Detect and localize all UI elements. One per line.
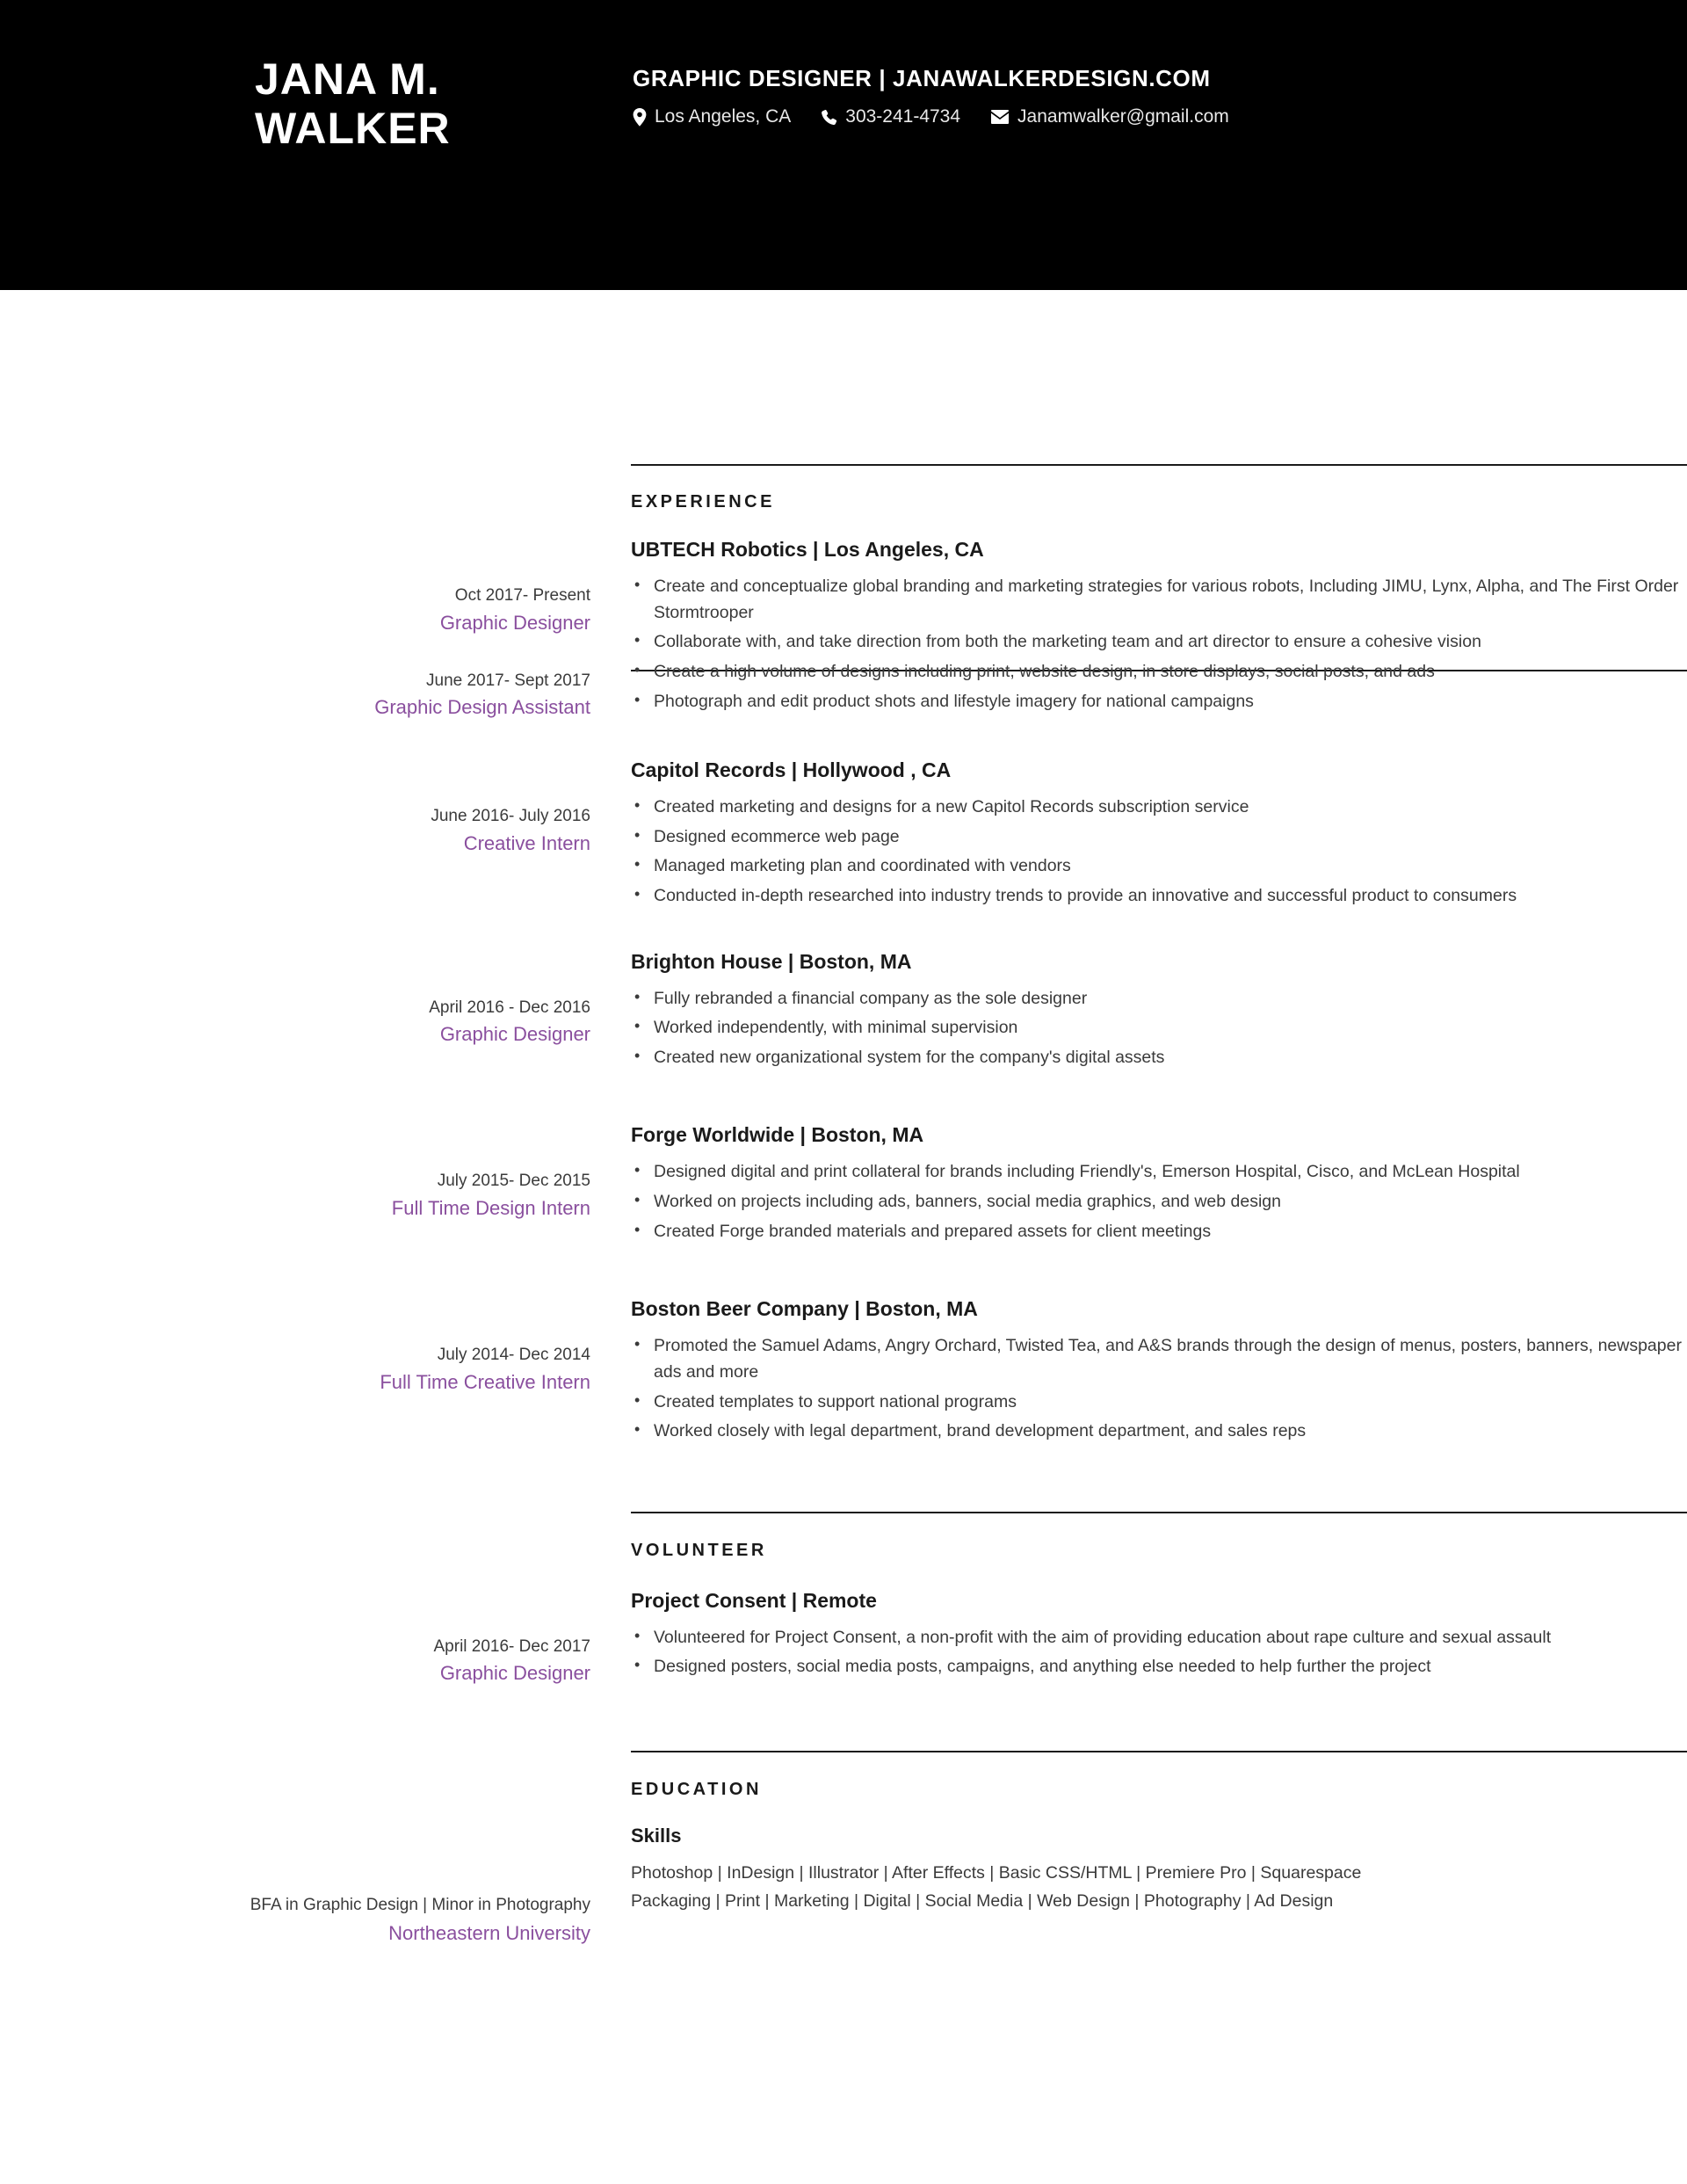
section-experience: [0, 353, 1687, 406]
bullet-item: • Create and conceptualize global branding and marketing strategies for various robots, Including JIMU, Lynx, Alpha, and The First Order Stormtrooper: [631, 574, 1687, 626]
envelope-icon: [990, 110, 1010, 124]
entry-bullets: [631, 795, 1687, 910]
email-text: Janamwalker@gmail.com: [1017, 106, 1229, 127]
experience-entry: [0, 538, 1687, 722]
entry-right-column: [615, 1297, 1687, 1448]
location-item: [633, 106, 791, 127]
education-divider: [631, 1751, 1687, 1752]
bullet-item: • Created marketing and designs for a new Capitol Records subscription service: [631, 795, 1687, 821]
education-entry: [0, 1825, 1687, 1948]
entry-company: Boston Beer Company | Boston, MA: [631, 1297, 978, 1321]
contact-block: [633, 54, 1249, 127]
education-title: EDUCATION: [631, 1780, 762, 1800]
entry-left-column: [0, 1589, 615, 1688]
resume-body: [0, 290, 1687, 2000]
entry-left-column: [0, 950, 615, 1075]
location-text: Los Angeles, CA: [655, 106, 792, 127]
entry-right-column: [615, 1825, 1687, 1948]
entry-right-column: [615, 758, 1687, 913]
entry-bullets: [631, 1333, 1687, 1445]
bullet-item: • Designed posters, social media posts, campaigns, and anything else needed to help further the project: [631, 1654, 1687, 1680]
bullet-item: • Promoted the Samuel Adams, Angry Orchard, Twisted Tea, and A&S brands through the design of menus, posters, banners, newspaper ads and more: [631, 1333, 1687, 1385]
entry-date: April 2016 - Dec 2016: [429, 998, 590, 1017]
entry-right-column: [615, 538, 1687, 722]
headline-title: GRAPHIC DESIGNER | JANAWALKERDESIGN.COM: [633, 65, 1211, 91]
bullet-item: • Managed marketing plan and coordinated with vendors: [631, 853, 1687, 880]
resume-header: [0, 0, 1687, 290]
experience-title: EXPERIENCE: [631, 492, 775, 512]
bullet-item: • Worked independently, with minimal supervision: [631, 1015, 1687, 1041]
education-school: Northeastern University: [388, 1921, 590, 1944]
bullet-item: • Created Forge branded materials and prepared assets for client meetings: [631, 1219, 1687, 1245]
skills-heading: Skills: [631, 1825, 682, 1847]
entry-date: June 2016- July 2016: [431, 807, 590, 826]
bullet-item: • Worked closely with legal department, brand development department, and sales reps: [631, 1419, 1687, 1445]
contact-row: [633, 106, 1249, 127]
bullet-item: • Designed digital and print collateral for brands including Friendly's, Emerson Hospital, Cisco, and McLean Hospital: [631, 1159, 1687, 1186]
entry-role: Graphic Design Assistant: [374, 696, 590, 719]
entry-role: Graphic Designer: [439, 1023, 590, 1046]
entry-left-column: [0, 538, 615, 722]
experience-entry: [0, 758, 1687, 913]
bullet-item: • Fully rebranded a financial company as the sole designer: [631, 986, 1687, 1012]
volunteer-divider: [631, 1512, 1687, 1513]
entry-date: July 2014- Dec 2014: [437, 1346, 590, 1365]
bullet-item: • Create a high volume of designs including print, website design, in store displays, social posts, and ads: [631, 659, 1687, 686]
map-pin-icon: [633, 108, 647, 127]
bullet-item: • Created templates to support national programs: [631, 1389, 1687, 1416]
entry-company: Capitol Records | Hollywood , CA: [631, 758, 952, 782]
entry-right-column: [615, 1123, 1687, 1248]
entry-left-column: [0, 1297, 615, 1448]
skills-line-2: Packaging | Print | Marketing | Digital | Social Media | Web Design | Photography | Ad Design: [631, 1890, 1334, 1911]
experience-entry: [0, 1297, 1687, 1448]
entry-bullets: [631, 1159, 1687, 1244]
entry-role: Creative Intern: [463, 831, 590, 854]
entry-role: Graphic Designer: [439, 611, 590, 634]
entry-role: Full Time Creative Intern: [380, 1370, 590, 1393]
bullet-item: • Collaborate with, and take direction from both the marketing team and art director to ensure a cohesive vision: [631, 629, 1687, 656]
entry-role: Graphic Designer: [439, 1662, 590, 1685]
entry-date: July 2015- Dec 2015: [437, 1172, 590, 1191]
candidate-name: [255, 54, 633, 153]
phone-text: 303-241-4734: [845, 106, 961, 127]
education-degree: BFA in Graphic Design | Minor in Photography: [250, 1896, 590, 1915]
volunteer-title: VOLUNTEER: [631, 1540, 767, 1560]
bullet-item: • Worked on projects including ads, banners, social media graphics, and web design: [631, 1189, 1687, 1215]
email-item: [990, 106, 1229, 127]
entry-bullets: [631, 986, 1687, 1071]
entry-bullets: [631, 574, 1687, 715]
entry-company: Forge Worldwide | Boston, MA: [631, 1123, 924, 1147]
entry-role: Full Time Design Intern: [391, 1197, 590, 1220]
experience-entry: [0, 1123, 1687, 1248]
entry-date: April 2016- Dec 2017: [433, 1636, 590, 1656]
bullet-item: • Created new organizational system for the company's digital assets: [631, 1045, 1687, 1071]
entry-bullets: [631, 1625, 1687, 1680]
entry-company: Brighton House | Boston, MA: [631, 949, 912, 973]
name-line-1: JANA M.: [255, 54, 440, 104]
experience-entry: [0, 950, 1687, 1075]
experience-divider: [631, 464, 1687, 466]
entry-company: UBTECH Robotics | Los Angeles, CA: [631, 538, 984, 561]
entry-left-column: [0, 758, 615, 913]
entry-date: Oct 2017- Present: [454, 586, 590, 605]
entry-left-column: [0, 1825, 615, 1948]
entry-right-column: [615, 950, 1687, 1075]
volunteer-entry: [0, 1589, 1687, 1688]
bullet-item: • Conducted in-depth researched into industry trends to provide an innovative and successful product to consumers: [631, 883, 1687, 910]
phone-item: [821, 106, 960, 127]
name-line-2: WALKER: [255, 104, 451, 153]
entry-right-column: [615, 1589, 1687, 1688]
bullet-item: • Photograph and edit product shots and lifestyle imagery for national campaigns: [631, 689, 1687, 715]
bullet-item: • Designed ecommerce web page: [631, 824, 1687, 851]
bullet-item: • Volunteered for Project Consent, a non-profit with the aim of providing education about rape culture and sexual assault: [631, 1625, 1687, 1651]
skills-line-1: Photoshop | InDesign | Illustrator | After Effects | Basic CSS/HTML | Premiere Pro | Squarespace: [631, 1863, 1362, 1883]
entry-date: June 2017- Sept 2017: [426, 671, 590, 690]
phone-icon: [821, 109, 837, 126]
entry-left-column: [0, 1123, 615, 1248]
entry-company: Project Consent | Remote: [631, 1588, 877, 1612]
